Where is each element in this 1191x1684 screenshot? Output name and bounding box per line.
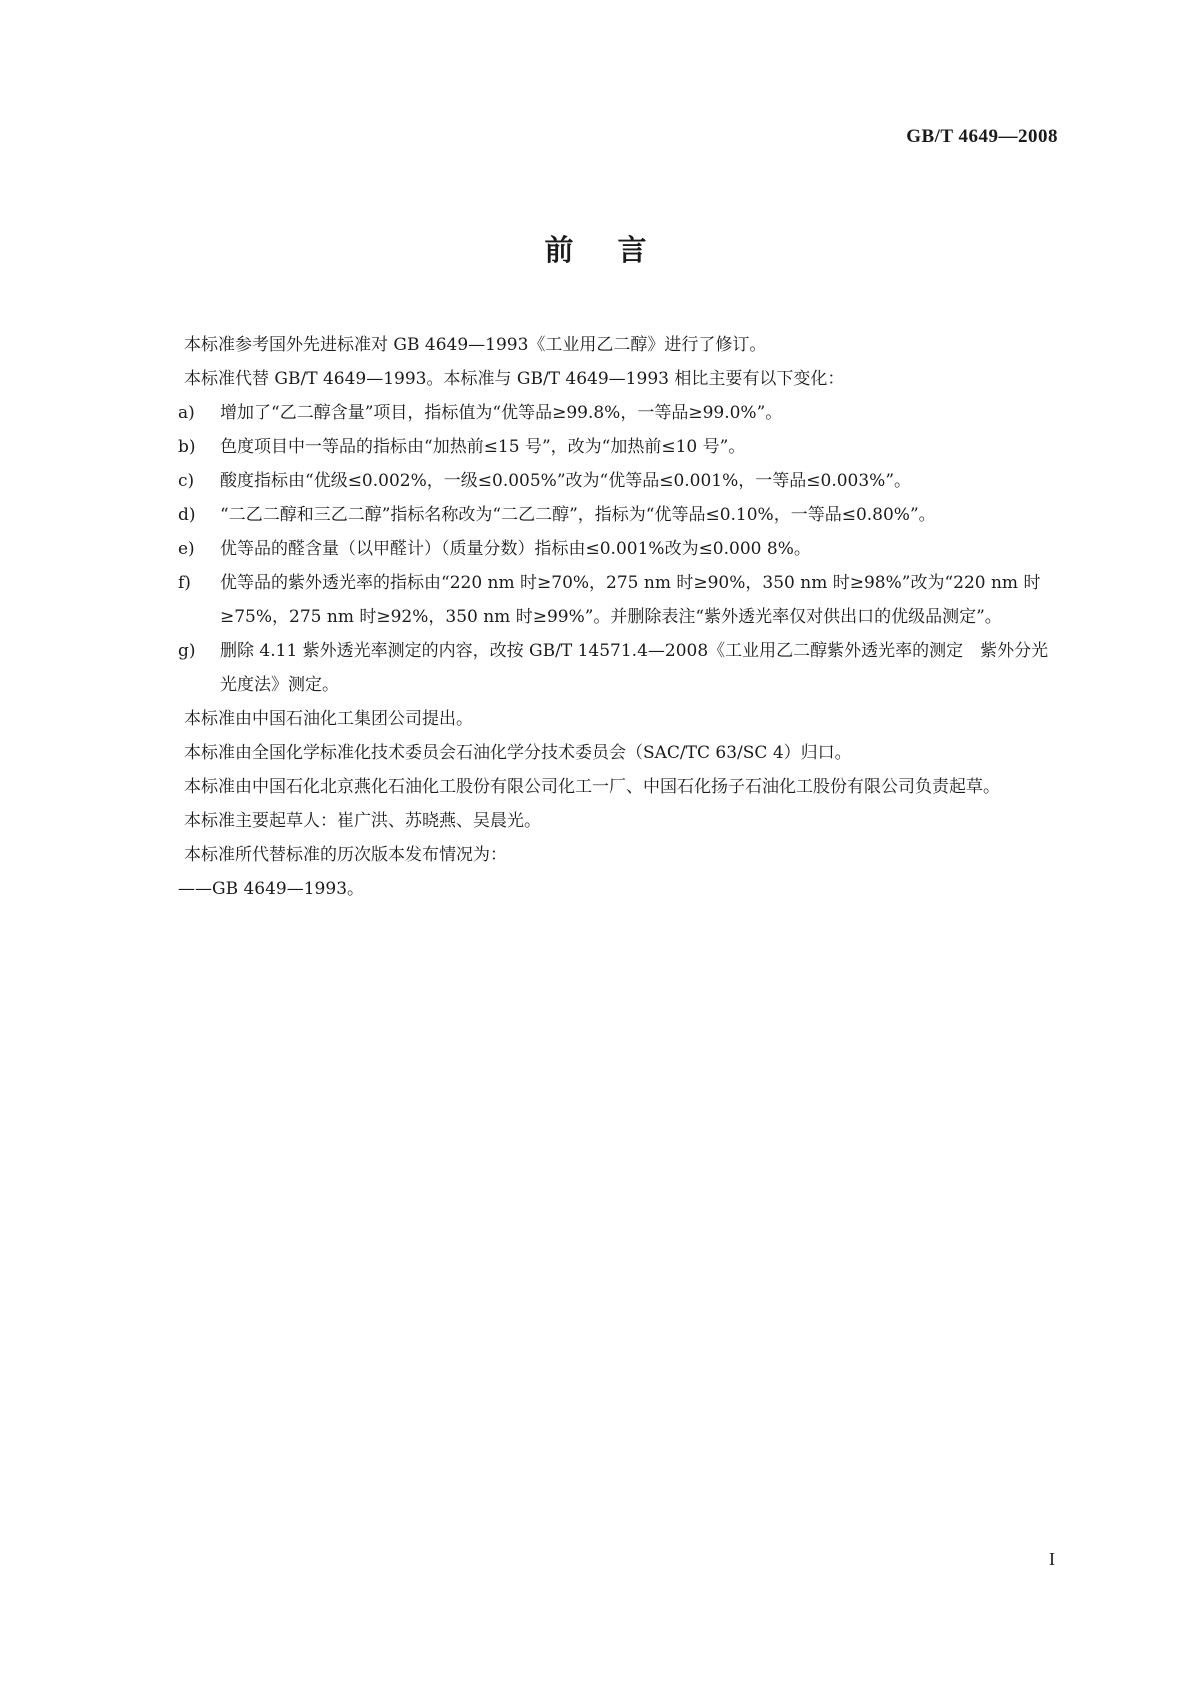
- paragraph: 本标准代替 GB/T 4649—1993。本标准与 GB/T 4649—1993 相比主要有以下变化：: [184, 369, 845, 389]
- list-marker: e): [178, 539, 195, 559]
- list-item: [150, 396, 1060, 430]
- change-list: [150, 396, 1060, 702]
- list-marker: c): [178, 471, 195, 491]
- paragraph: 本标准所代替标准的历次版本发布情况为：: [184, 845, 507, 865]
- list-item: [150, 464, 1060, 498]
- list-item-text: 优等品的醛含量（以甲醛计）（质量分数）指标由≤0.001%改为≤0.000 8%。: [220, 539, 811, 559]
- list-item: [150, 566, 1060, 634]
- list-item-text: 酸度指标由“优级≤0.002%，一级≤0.005%”改为“优等品≤0.001%，一等品≤0.003%”。: [220, 471, 912, 491]
- list-item: [150, 634, 1060, 702]
- paragraph: 本标准由全国化学标准化技术委员会石油化学分技术委员会（SAC/TC 63/SC 4）归口。: [184, 743, 852, 763]
- list-item: [150, 430, 1060, 464]
- list-item-text: 优等品的紫外透光率的指标由“220 nm 时≥70%，275 nm 时≥90%，350 nm 时≥98%”改为“220 nm 时≥75%，275 nm 时≥92%，350 nm 时≥99%”。并删除表注“紫外透光率仅对供出口的优级品测定”。: [220, 573, 1041, 627]
- list-item-text: 增加了“乙二醇含量”项目，指标值为“优等品≥99.8%，一等品≥99.0%”。: [220, 403, 783, 423]
- list-item-text: “二乙二醇和三乙二醇”指标名称改为“二乙二醇”，指标为“优等品≤0.10%，一等品≤0.80%”。: [220, 505, 936, 525]
- document-body: [150, 328, 1060, 906]
- list-marker: d): [178, 505, 196, 525]
- page-title: 前言: [544, 233, 691, 267]
- previous-version-item: ——GB 4649—1993。: [178, 879, 365, 899]
- list-marker: f): [178, 573, 191, 593]
- list-item: [150, 498, 1060, 532]
- list-item-text: 删除 4.11 紫外透光率测定的内容，改按 GB/T 14571.4—2008《工业用乙二醇紫外透光率的测定 紫外分光光度法》测定。: [220, 641, 1049, 695]
- list-marker: b): [178, 437, 196, 457]
- list-marker: a): [178, 403, 195, 423]
- standard-code: GB/T 4649—2008: [906, 126, 1058, 147]
- paragraph: 本标准参考国外先进标准对 GB 4649—1993《工业用乙二醇》进行了修订。: [184, 335, 767, 355]
- paragraph: 本标准主要起草人：崔广洪、苏晓燕、吴晨光。: [184, 811, 541, 831]
- page-number: I: [1049, 1549, 1055, 1569]
- paragraph: 本标准由中国石油化工集团公司提出。: [184, 709, 473, 729]
- paragraph: 本标准由中国石化北京燕化石油化工股份有限公司化工一厂、中国石化扬子石油化工股份有限公司负责起草。: [184, 777, 1000, 797]
- list-item-text: 色度项目中一等品的指标由“加热前≤15 号”，改为“加热前≤10 号”。: [220, 437, 746, 457]
- list-marker: g): [178, 641, 196, 661]
- list-item: [150, 532, 1060, 566]
